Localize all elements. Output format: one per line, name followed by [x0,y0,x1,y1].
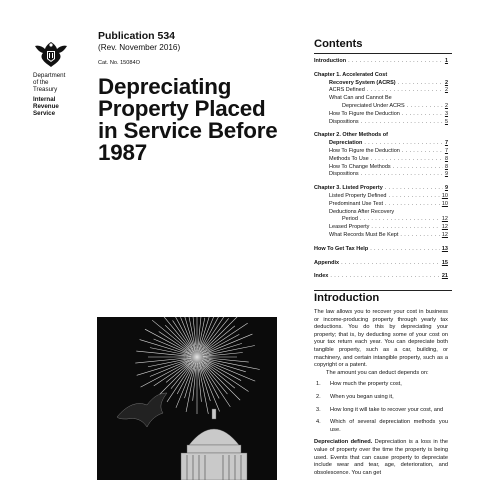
toc-page-link[interactable]: 2 [444,102,448,109]
toc-page-link[interactable]: 5 [444,118,448,125]
toc-entry[interactable] [314,119,448,127]
toc-page-link[interactable]: 7 [444,140,448,147]
toc-leader-dots [370,246,440,254]
table-of-contents [314,58,448,281]
toc-entry[interactable] [314,140,448,148]
divider [314,53,452,54]
toc-entry[interactable] [314,148,448,156]
dept-line: Department [33,72,66,79]
toc-leader-dots [385,201,440,209]
toc-entry-text: Chapter 3. Listed Property [314,185,383,192]
list-item: 4. Which of several depreciation methods you use. [316,419,448,433]
toc-entry[interactable] [314,58,448,66]
toc-entry-text: Dispositions [329,171,359,178]
dept-line: of the [33,79,49,87]
intro-list [314,381,448,434]
dept-line: Treasury [33,86,58,94]
toc-page-link[interactable]: 7 [444,147,448,154]
toc-leader-dots [407,103,443,111]
toc-entry [314,132,448,140]
toc-entry[interactable] [314,185,448,193]
toc-page-link[interactable]: 12 [441,216,448,223]
toc-entry[interactable] [314,80,448,88]
toc-leader-dots [364,140,443,148]
toc-entry[interactable] [314,87,448,95]
list-item-text: How long it will take to recover your cost, and [330,406,444,413]
list-item: 2. When you began using it, [316,393,394,400]
toc-page-link[interactable]: 2 [444,87,448,94]
toc-leader-dots [341,260,440,268]
toc-entry[interactable] [314,273,448,281]
irs-line: Internal [33,95,56,103]
toc-entry[interactable] [314,246,448,254]
toc-leader-dots [402,111,443,119]
toc-page-link[interactable]: 15 [441,259,448,266]
toc-entry-text: Leased Property [329,224,370,231]
title-line: 1987 [98,140,148,165]
toc-entry[interactable] [314,171,448,179]
toc-entry[interactable] [314,232,448,240]
introduction-body [314,309,448,477]
toc-leader-dots [361,119,443,127]
toc-page-link[interactable]: 2 [444,79,448,86]
definition-term: Depreciation defined. [314,439,373,446]
toc-leader-dots [330,273,440,281]
toc-entry [314,209,448,217]
toc-page-link[interactable]: 21 [441,273,448,280]
irs-line: Revenue [33,102,59,110]
toc-entry-text: Predominant Use Test [329,200,384,207]
publication-revision: (Rev. November 2016) [98,43,181,52]
contents-heading: Contents [314,38,363,50]
toc-page-link[interactable]: 8 [444,155,448,162]
treasury-eagle-logo [33,40,69,70]
toc-entry-text: Period [342,216,358,223]
introduction-heading: Introduction [314,292,380,304]
document-title [98,76,308,164]
toc-entry-text: How To Change Methods [329,163,391,170]
toc-leader-dots [348,58,443,66]
definition-paragraph [314,439,448,477]
intro-paragraph: The amount you can deduct depends on: [326,369,429,376]
catalog-number: Cat. No. 15084O [98,60,140,66]
toc-leader-dots [360,216,440,224]
intro-paragraph: The law allows you to recover your cost in business or income-producing property through yearly tax deductions. You do this by depreciating your property; that is, by deducting some of your cost on your tax return each year. You can depreciate both tangible property, such as a car, building, or machinery, and certain intangible property, such as a copyright or a patent. [314,309,448,369]
toc-entry[interactable] [314,216,448,224]
toc-page-link[interactable]: 3 [444,110,448,117]
list-item-text: How much the property cost, [330,381,402,388]
irs-label [33,96,83,118]
toc-entry[interactable] [314,201,448,209]
toc-entry[interactable] [314,156,448,164]
toc-entry [314,72,448,80]
toc-entry-text: Recovery System (ACRS) [329,79,396,86]
list-item-text: When you began using it, [330,393,394,400]
toc-entry[interactable] [314,164,448,172]
fireworks-eagle-image [97,317,277,480]
list-item-text: Which of several depreciation methods you use. [330,419,448,433]
toc-entry-text: Chapter 1. Accelerated Cost [314,71,388,78]
toc-entry[interactable] [314,103,448,111]
toc-page-link[interactable]: 13 [441,245,448,252]
cover-photo [97,317,277,480]
toc-leader-dots [367,87,443,95]
toc-entry-text: Chapter 2. Other Methods of [314,132,388,139]
toc-entry-text: How To Figure the Deduction [329,147,400,154]
toc-page-link[interactable]: 9 [444,171,448,178]
definition-text: Depreciation is a loss in the value of property over the time the property is being used. Events that can cause property to depreciate include wear and tear, age, deterioration, and obsolescence. You can get [314,439,449,476]
toc-leader-dots [388,193,439,201]
toc-leader-dots [400,232,439,240]
toc-leader-dots [371,156,443,164]
toc-leader-dots [385,185,443,193]
toc-page-link[interactable]: 10 [441,192,448,199]
toc-page-link[interactable]: 1 [444,58,448,64]
toc-entry[interactable] [314,193,448,201]
title-line: Depreciating [98,74,232,99]
list-item: 1. How much the property cost, [316,381,402,388]
toc-entry-text: Listed Property Defined [329,192,387,199]
irs-line: Service [33,110,56,118]
toc-page-link[interactable]: 12 [441,224,448,231]
toc-leader-dots [398,80,443,88]
toc-entry-text: Deductions After Recovery [329,208,395,215]
toc-entry-text: Introduction [314,58,347,64]
list-item: 3. How long it will take to recover your cost, and [316,406,444,413]
toc-entry-text: Methods To Use [329,155,369,162]
department-label [33,72,83,117]
toc-entry-text: ACRS Defined [329,87,365,94]
toc-leader-dots [361,171,443,179]
toc-leader-dots [371,224,440,232]
toc-entry[interactable] [314,224,448,232]
toc-entry[interactable] [314,260,448,268]
toc-entry-text: What Records Must Be Kept [329,231,399,238]
title-line: in Service Before [98,118,278,143]
toc-page-link[interactable]: 8 [444,163,448,170]
publication-number: Publication 534 [98,30,176,42]
toc-page-link[interactable]: 10 [441,200,448,207]
title-line: Property Placed [98,96,266,121]
toc-page-link[interactable]: 12 [441,231,448,238]
toc-entry-text: Index [314,273,329,280]
toc-entry-text: How To Get Tax Help [314,245,369,252]
toc-entry[interactable] [314,111,448,119]
toc-entry-text: Depreciation [329,140,363,147]
toc-entry [314,95,448,103]
toc-leader-dots [402,148,443,156]
divider [314,290,452,291]
toc-leader-dots [393,164,443,172]
toc-entry-text: Dispositions [329,118,359,125]
toc-entry-text: Appendix [314,259,340,266]
toc-page-link[interactable]: 9 [444,185,448,192]
toc-entry-text: What Can and Cannot Be [329,95,392,102]
toc-entry-text: Depreciated Under ACRS [342,102,405,109]
toc-entry-text: How To Figure the Deduction [329,110,400,117]
